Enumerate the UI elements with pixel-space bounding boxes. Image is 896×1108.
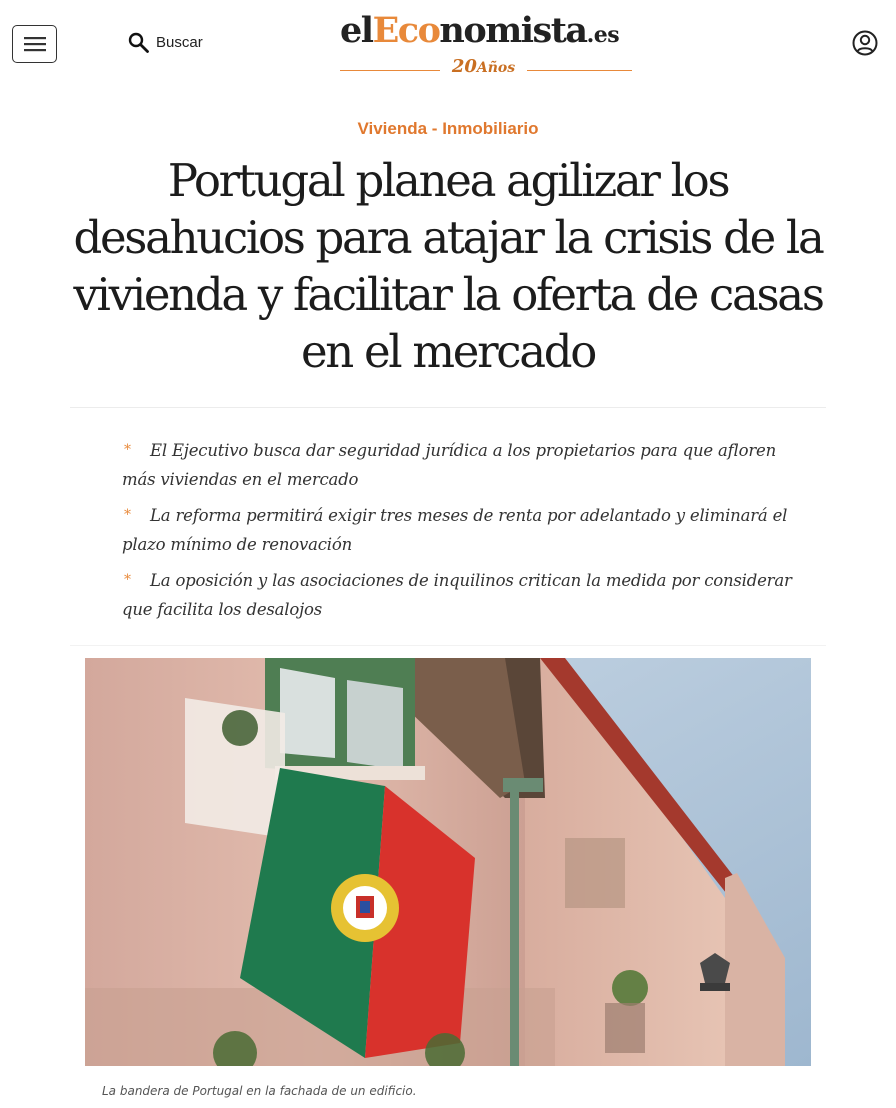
bullet-glyph: * [124,507,131,523]
bullet-glyph: * [124,572,131,588]
hamburger-icon [24,36,46,52]
divider [70,645,826,646]
article-photo[interactable] [85,658,811,1066]
photo-building-with-portuguese-flag [85,658,811,1066]
image-caption: La bandera de Portugal en la fachada de un edificio. [102,1084,417,1098]
summary-item: * El Ejecutivo busca dar seguridad jurídica a los propietarios para que afloren más viviendas en el mercado [122,436,812,494]
article-headline: Portugal planea agilizar los desahucios para atajar la crisis de la vivienda y facilitar la oferta de casas en el mercado [73,154,823,378]
search-button[interactable] [128,30,203,54]
logo-rule-left [340,70,440,71]
section-breadcrumb [0,118,896,140]
logo-rule-right [527,70,632,71]
divider [70,407,826,408]
section-link-vivienda[interactable]: Vivienda [357,119,428,138]
user-account-icon [851,29,879,57]
user-account-button[interactable] [851,29,879,57]
summary-item: * La oposición y las asociaciones de inquilinos critican la medida por considerar que facilita los desalojos [122,566,812,624]
search-label: Buscar [156,33,203,51]
article-summary [122,436,812,631]
section-link-inmobiliario[interactable]: Inmobiliario [442,119,539,138]
bullet-glyph: * [124,442,131,458]
logo-wordmark: elEconomista.es [340,10,620,51]
site-header [0,0,896,86]
logo-anniversary: 20Años [451,56,516,77]
menu-button[interactable] [12,25,57,63]
summary-item: * La reforma permitirá exigir tres meses de renta por adelantado y eliminará el plazo mínimo de renovación [122,501,812,559]
site-logo[interactable] [340,10,632,76]
section-separator: - [427,119,443,138]
search-icon [128,32,149,53]
